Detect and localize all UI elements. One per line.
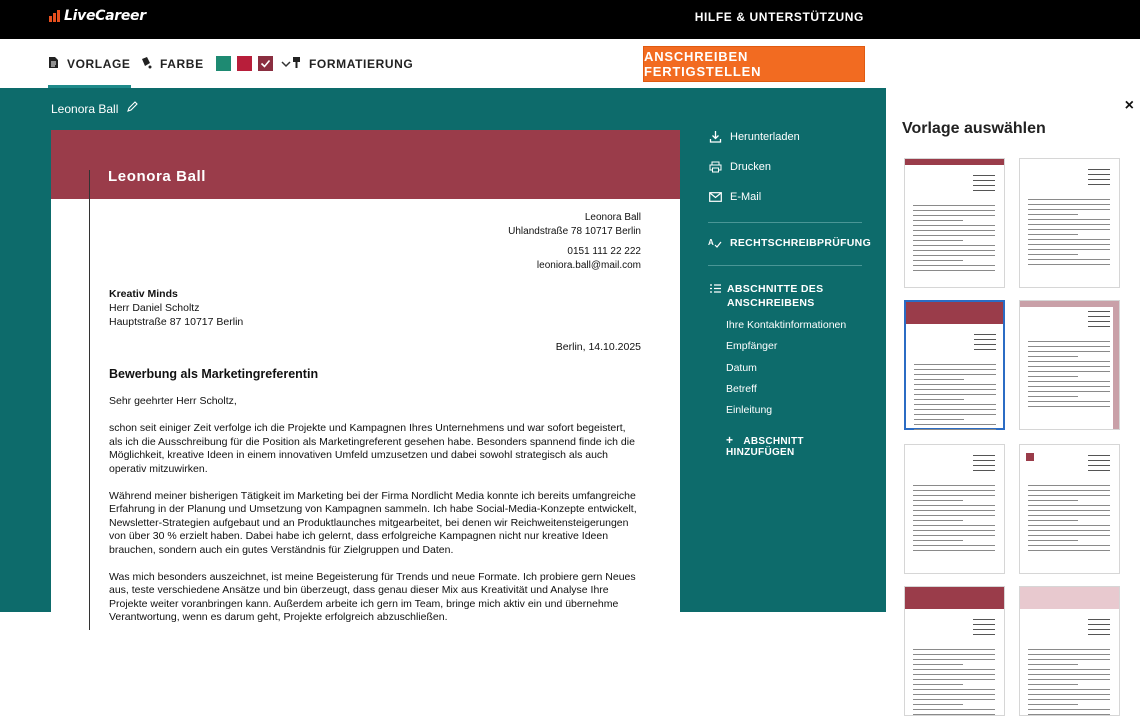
actions-divider	[708, 222, 862, 223]
letter-subject[interactable]: Bewerbung als Marketingreferentin	[109, 367, 319, 381]
logo-mark-icon	[48, 9, 62, 23]
sender-address: Uhlandstraße 78 10717 Berlin	[508, 226, 641, 237]
download-icon	[708, 130, 722, 143]
color-swatch-red[interactable]	[237, 56, 252, 71]
tab-vorlage-label: VORLAGE	[67, 56, 131, 71]
tab-farbe[interactable]	[140, 39, 291, 88]
printer-icon	[708, 161, 722, 173]
plus-icon: +	[726, 433, 734, 447]
section-item-empfaenger[interactable]: Empfänger	[726, 340, 778, 352]
logo-text: LiveCareer	[64, 8, 146, 24]
tab-farbe-label: FARBE	[160, 56, 204, 71]
template-thumbnail[interactable]	[1019, 444, 1120, 574]
sections-heading-line2: ANSCHREIBENS	[727, 297, 815, 309]
format-brush-icon	[292, 56, 301, 72]
close-icon[interactable]: ×	[1124, 97, 1134, 114]
sections-heading-line1: ABSCHNITTE DES	[727, 283, 824, 295]
sender-name: Leonora Ball	[584, 212, 641, 223]
sender-email: leoniora.ball@mail.com	[536, 260, 641, 271]
panel-title: Vorlage auswählen	[902, 120, 1046, 137]
add-section-label: ABSCHNITT HINZUFÜGEN	[726, 436, 804, 458]
letter-paragraph: schon seit einiger Zeit verfolge ich die Projekte und Kampagnen Ihres Unternehmens und war sofort begeistert, als ich die Ausschreibung für die Position als Marketingreferent gesehen habe. Besonders spannend finde ich die Möglichkeit, kreative Ideen in einem innovativen Umfeld umzusetzen und dabei sowohl strategisch als auch operativ mitzuwirken.	[109, 422, 635, 475]
document-icon	[48, 56, 59, 72]
help-support-link[interactable]: HILFE & UNTERSTÜTZUNG	[694, 10, 864, 24]
template-thumbnail[interactable]	[904, 586, 1005, 716]
editor-toolbar	[0, 39, 886, 88]
sender-block[interactable]	[508, 211, 641, 273]
download-label: Herunterladen	[730, 130, 800, 143]
paint-bucket-icon	[140, 56, 152, 72]
section-item-kontakt[interactable]: Ihre Kontaktinformationen	[726, 319, 847, 331]
document-name[interactable]	[51, 101, 138, 116]
template-thumbnail[interactable]	[1019, 300, 1120, 430]
finish-letter-button[interactable]: ANSCHREIBEN FERTIGSTELLEN	[643, 46, 865, 82]
add-section-button[interactable]	[726, 433, 862, 458]
recipient-company: Kreativ Minds	[109, 288, 178, 300]
spellcheck-label: RECHTSCHREIBPRÜFUNG	[730, 237, 872, 249]
envelope-icon	[708, 192, 722, 202]
section-item-datum[interactable]: Datum	[726, 362, 757, 374]
recipient-block[interactable]	[109, 287, 243, 329]
print-action[interactable]	[708, 161, 771, 173]
template-thumbnail[interactable]	[904, 300, 1005, 430]
top-bar	[0, 0, 1140, 39]
list-icon	[710, 283, 721, 310]
tab-vorlage[interactable]	[48, 39, 131, 88]
email-action[interactable]	[708, 191, 761, 203]
email-label: E-Mail	[730, 191, 762, 203]
letter-salutation: Sehr geehrter Herr Scholtz,	[109, 395, 237, 407]
letter-date[interactable]: Berlin, 14.10.2025	[555, 341, 641, 353]
template-thumbnail[interactable]	[1019, 158, 1120, 288]
sender-phone: 0151 111 22 222	[567, 246, 641, 257]
editor-workarea	[0, 88, 886, 623]
letter-left-rule	[89, 170, 90, 630]
letter-paragraph: Während meiner bisherigen Tätigkeit im Marketing bei der Firma Nordlicht Media konnte ich bereits umfangreiche Erfahrung in der Planung und Umsetzung von Kampagnen sammeln. Ich habe Social-Media-Konzepte entwickelt, Newsletter-Strategien aufgebaut und an Produktlaunches mitgearbeitet, bei denen wir Reichweitensteigerungen von über 30 % erzielt haben. Dabei habe ich gelernt, dass erfolgreiche Kampagnen nicht nur kreative Ideen brauchen, sondern auch ein gutes Verständnis für Zielgruppen und Daten.	[109, 489, 637, 556]
letter-paragraph: Was mich besonders auszeichnet, ist meine Begeisterung für Trends und neue Formate. Ich probiere gern Neues aus, teste verschiedene Ansätze und bin überzeugt, dass genau dieser Mix aus Kreativität und Analyse Ihre Projekte weiter voranbringen kann. Außerdem arbeite ich gern im Team, bringe mich aktiv ein und übernehme Verantwortung, wenn es darum geht, Projekte erfolgreich abzuschließen.	[109, 570, 636, 623]
chevron-down-icon[interactable]	[281, 57, 291, 71]
letter-header-name: Leonora Ball	[108, 168, 207, 185]
actions-divider	[708, 265, 862, 266]
letter-page[interactable]	[51, 130, 680, 623]
color-swatch-teal[interactable]	[216, 56, 231, 71]
sections-heading	[710, 282, 823, 310]
template-thumbnail[interactable]	[904, 444, 1005, 574]
spellcheck-icon	[708, 237, 722, 249]
pencil-icon[interactable]	[126, 101, 138, 116]
recipient-address: Hauptstraße 87 10717 Berlin	[109, 316, 244, 328]
spellcheck-action[interactable]	[708, 237, 871, 249]
letter-body[interactable]	[109, 395, 641, 638]
template-thumbnail[interactable]	[904, 158, 1005, 288]
tab-formatierung[interactable]	[292, 39, 413, 88]
recipient-contact: Herr Daniel Scholtz	[109, 302, 200, 314]
document-name-text: Leonora Ball	[51, 101, 119, 116]
section-item-betreff[interactable]: Betreff	[726, 383, 757, 395]
template-thumbnail[interactable]	[1019, 586, 1120, 716]
letter-header[interactable]	[51, 130, 680, 199]
tab-formatierung-label: FORMATIERUNG	[309, 56, 414, 71]
template-panel	[886, 88, 1140, 612]
print-label: Drucken	[730, 161, 771, 173]
color-swatch-burgundy-selected[interactable]	[258, 56, 273, 71]
svg-text:A: A	[708, 238, 715, 247]
download-action[interactable]	[708, 130, 800, 143]
livecareer-logo[interactable]	[48, 8, 146, 24]
section-item-einleitung[interactable]: Einleitung	[726, 404, 773, 416]
